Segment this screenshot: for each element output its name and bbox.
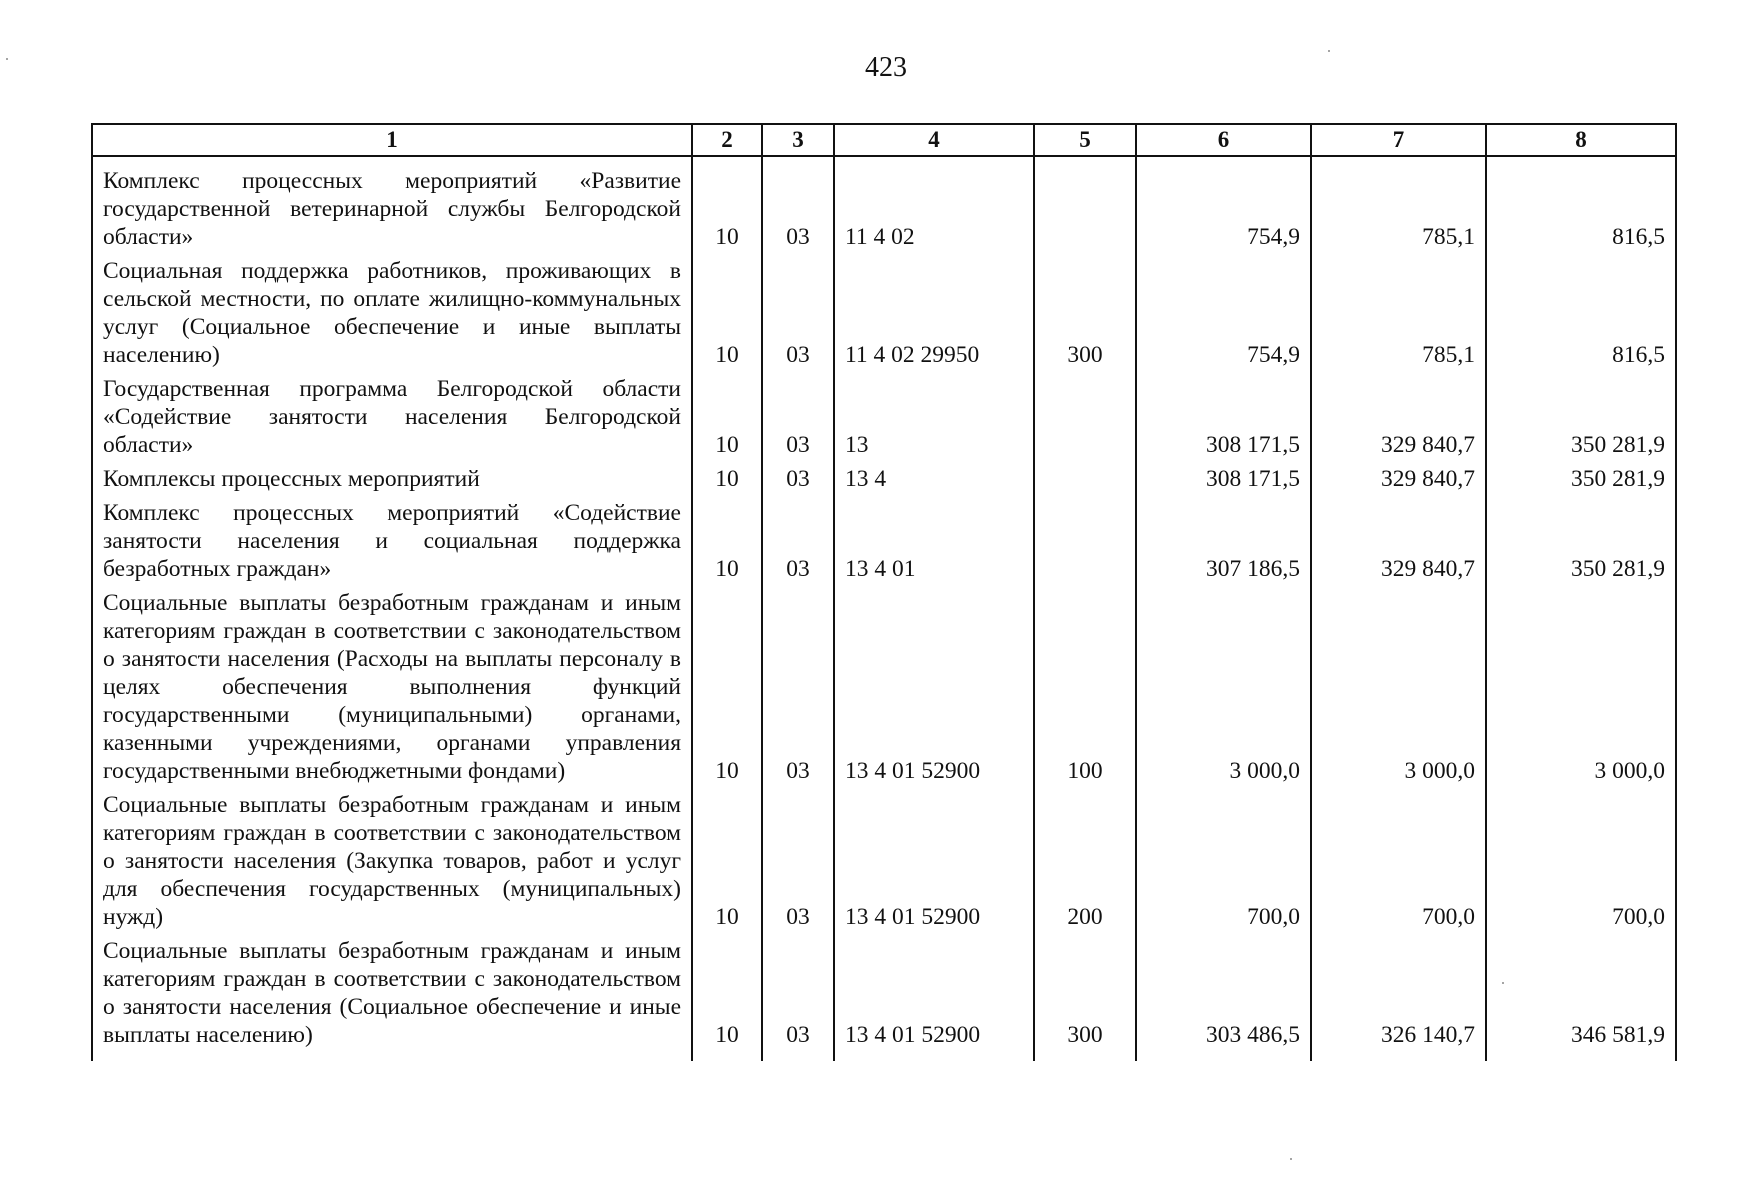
row-expense-type-cell: 300: [1034, 253, 1136, 371]
header-cell-year-3: 8: [1486, 124, 1676, 156]
row-name-cell: Комплекс процессных мероприятий «Развитие государственной ветеринарной службы Белгородской области»: [92, 156, 692, 253]
table-bottom-spacer: [92, 1051, 1676, 1061]
row-year-3-amount: 346 581,9: [1486, 933, 1676, 1051]
row-year-1-amount: 307 186,5: [1136, 495, 1311, 585]
row-name-cell: Государственная программа Белгородской области «Содействие занятости населения Белгородской области»: [92, 371, 692, 461]
row-year-3-amount: 700,0: [1486, 787, 1676, 933]
row-subsection-cell: 03: [762, 495, 834, 585]
row-target-article-cell: 13 4 01 52900: [834, 787, 1034, 933]
row-section-cell: 10: [692, 253, 762, 371]
row-target-article-cell: 11 4 02 29950: [834, 253, 1034, 371]
row-year-2-amount: 700,0: [1311, 787, 1486, 933]
row-section-cell: 10: [692, 933, 762, 1051]
table-row: [92, 371, 1676, 461]
row-subsection-cell: 03: [762, 933, 834, 1051]
row-year-1-amount: 3 000,0: [1136, 585, 1311, 787]
row-section-cell: 10: [692, 585, 762, 787]
header-row: [92, 124, 1676, 156]
spacer-cell: [1311, 1051, 1486, 1061]
row-year-3-amount: 350 281,9: [1486, 461, 1676, 495]
row-year-1-amount: 754,9: [1136, 253, 1311, 371]
spacer-cell: [1486, 1051, 1676, 1061]
row-year-2-amount: 3 000,0: [1311, 585, 1486, 787]
row-expense-type-cell: 200: [1034, 787, 1136, 933]
row-name-cell: Комплексы процессных мероприятий: [92, 461, 692, 495]
row-expense-type-cell: [1034, 495, 1136, 585]
scan-speck: [6, 58, 8, 60]
table-row: [92, 156, 1676, 253]
row-expense-type-cell: [1034, 371, 1136, 461]
row-year-3-amount: 350 281,9: [1486, 371, 1676, 461]
table-row: [92, 495, 1676, 585]
row-subsection-cell: 03: [762, 253, 834, 371]
row-target-article-cell: 13 4 01: [834, 495, 1034, 585]
row-year-2-amount: 326 140,7: [1311, 933, 1486, 1051]
row-subsection-cell: 03: [762, 156, 834, 253]
scan-speck: [1502, 982, 1504, 984]
table-row: [92, 787, 1676, 933]
row-year-1-amount: 308 171,5: [1136, 461, 1311, 495]
row-year-2-amount: 785,1: [1311, 156, 1486, 253]
header-cell-subsection: 3: [762, 124, 834, 156]
row-section-cell: 10: [692, 495, 762, 585]
row-name-cell: Социальные выплаты безработным гражданам и иным категориям граждан в соответствии с законодательством о занятости населения (Социальное обеспечение и иные выплаты населению): [92, 933, 692, 1051]
row-year-3-amount: 816,5: [1486, 253, 1676, 371]
row-target-article-cell: 13: [834, 371, 1034, 461]
row-name-cell: Комплекс процессных мероприятий «Содействие занятости населения и социальная поддержка безработных граждан»: [92, 495, 692, 585]
row-year-1-amount: 754,9: [1136, 156, 1311, 253]
row-section-cell: 10: [692, 156, 762, 253]
row-year-1-amount: 700,0: [1136, 787, 1311, 933]
row-expense-type-cell: 100: [1034, 585, 1136, 787]
row-year-3-amount: 3 000,0: [1486, 585, 1676, 787]
row-section-cell: 10: [692, 461, 762, 495]
spacer-cell: [834, 1051, 1034, 1061]
row-year-3-amount: 816,5: [1486, 156, 1676, 253]
row-section-cell: 10: [692, 787, 762, 933]
header-cell-target-article: 4: [834, 124, 1034, 156]
row-year-2-amount: 329 840,7: [1311, 371, 1486, 461]
row-year-1-amount: 303 486,5: [1136, 933, 1311, 1051]
row-subsection-cell: 03: [762, 787, 834, 933]
spacer-cell: [692, 1051, 762, 1061]
spacer-cell: [92, 1051, 692, 1061]
scan-speck: [1328, 50, 1330, 52]
row-target-article-cell: 13 4 01 52900: [834, 933, 1034, 1051]
scan-speck: [1290, 1158, 1292, 1160]
row-name-cell: Социальные выплаты безработным гражданам и иным категориям граждан в соответствии с законодательством о занятости населения (Расходы на выплаты персоналу в целях обеспечения выполнения функций государственными (муниципальными) органами, казенными учреждениями, органами управления государственными внебюджетными фондами): [92, 585, 692, 787]
page-number: 423: [865, 52, 907, 83]
row-section-cell: 10: [692, 371, 762, 461]
row-target-article-cell: 13 4 01 52900: [834, 585, 1034, 787]
row-subsection-cell: 03: [762, 585, 834, 787]
row-year-2-amount: 329 840,7: [1311, 461, 1486, 495]
header-cell-year-2: 7: [1311, 124, 1486, 156]
table-body: [92, 156, 1676, 1061]
row-name-cell: Социальная поддержка работников, проживающих в сельской местности, по оплате жилищно-коммунальных услуг (Социальное обеспечение и иные выплаты населению): [92, 253, 692, 371]
table-row: [92, 461, 1676, 495]
row-target-article-cell: 11 4 02: [834, 156, 1034, 253]
spacer-cell: [762, 1051, 834, 1061]
table-row: [92, 253, 1676, 371]
row-expense-type-cell: [1034, 156, 1136, 253]
budget-table: [91, 123, 1677, 1061]
row-target-article-cell: 13 4: [834, 461, 1034, 495]
header-cell-year-1: 6: [1136, 124, 1311, 156]
header-cell-name: 1: [92, 124, 692, 156]
spacer-cell: [1136, 1051, 1311, 1061]
row-subsection-cell: 03: [762, 461, 834, 495]
row-year-2-amount: 329 840,7: [1311, 495, 1486, 585]
row-name-cell: Социальные выплаты безработным гражданам и иным категориям граждан в соответствии с законодательством о занятости населения (Закупка товаров, работ и услуг для обеспечения государственных (муниципальных) нужд): [92, 787, 692, 933]
header-cell-section: 2: [692, 124, 762, 156]
table-row: [92, 933, 1676, 1051]
row-year-1-amount: 308 171,5: [1136, 371, 1311, 461]
row-subsection-cell: 03: [762, 371, 834, 461]
row-year-2-amount: 785,1: [1311, 253, 1486, 371]
row-expense-type-cell: [1034, 461, 1136, 495]
row-year-3-amount: 350 281,9: [1486, 495, 1676, 585]
header-cell-expense-type: 5: [1034, 124, 1136, 156]
row-expense-type-cell: 300: [1034, 933, 1136, 1051]
table-row: [92, 585, 1676, 787]
spacer-cell: [1034, 1051, 1136, 1061]
